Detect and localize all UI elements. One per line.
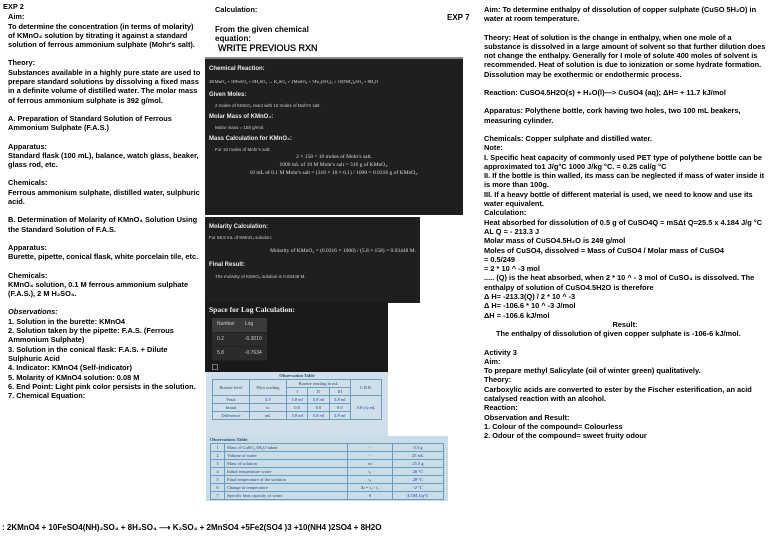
cell: 5.8 ml — [329, 412, 350, 420]
chemicals-2-heading: Chemicals: — [8, 270, 48, 280]
cell: 1 — [211, 444, 225, 452]
cell: Change in temperature — [224, 484, 347, 492]
cell: 26 °C — [392, 468, 443, 476]
theory-text: Theory: Heat of solution is the change in enthalpy, when one mole of a substance is dissolved in a large amount of solvent so that further dilution does not change the enthalpy. Generally for I mole of solute 400 moles of solvent is recommended. Heat of solution is due to ionization or some hydrate formation. Dissolution may be exothermic or endothermic process. — [484, 32, 766, 79]
molarity-panel — [205, 217, 420, 303]
note-item: I. Specific heat capacity of commonly used PET type of polythene bottle can be approximated to1 J/g°C 1000 J/kg °C. = 0.25 cal/g °C — [484, 152, 763, 171]
cell: t₁ — [348, 468, 393, 476]
activity-aim-text: To prepare methyl Salicylate (oil of winter green) qualitatively. — [484, 366, 701, 376]
log-title: Space for Log Calculation: — [209, 305, 295, 314]
activity-observation-heading: Observation and Result: — [484, 412, 570, 422]
calculation-heading: Calculation: — [484, 208, 527, 218]
table-header: III — [329, 388, 350, 396]
exp-2-heading: EXP 2 — [3, 2, 24, 11]
obs-table-title: Observation Table — [279, 373, 315, 378]
log-panel — [205, 302, 388, 372]
table-row — [211, 468, 444, 476]
chemicals-heading: Chemicals: — [8, 178, 48, 188]
chemicals-2-text: KMnO₄ solution, 0.1 M ferrous ammonium sulphate (F.A.S.), 2 M H₂SO₄. — [8, 279, 189, 299]
cell: S — [348, 492, 393, 500]
experiment-7-section — [484, 5, 766, 440]
calc-line: ..... (Q) is the heat absorbed, when 2 * 10 ^ - 3 mol of CuSO₄ is dissolved. The enthalpy of solution of CuSO4.5H2O is therefore — [484, 273, 755, 292]
table-row — [211, 484, 444, 492]
mass-equation-3: 10 mL of 0.1 M Mohr's salt = (316 × 10 × 0.1) / 1000 = 0.0316 g of KMnO₄. — [249, 170, 419, 177]
molarity-heading: Molarity Calculation: — [209, 224, 269, 230]
table-header: II — [308, 388, 329, 396]
cell: 5.8 ml — [286, 396, 307, 404]
apparatus-text: Apparatus: Polythene bottle, cork having two holes, two 100 mL beakers, measuring cylinder. — [484, 106, 741, 125]
moles-text: 2 moles of KMnO₄ react with 10 moles of Mohr's salt. — [215, 102, 321, 108]
observations-heading: Observations: — [8, 307, 58, 317]
table-header: I — [286, 388, 307, 396]
cell: 3 — [211, 460, 225, 468]
cell: Mass of solution — [224, 460, 347, 468]
activity-reaction-heading: Reaction: — [484, 403, 518, 413]
mass-calc-text: For 10 moles of Mohr's salt: — [215, 147, 271, 153]
table-row — [211, 460, 444, 468]
note-heading: Note: — [484, 143, 503, 153]
cell: Δt = t₂ - t₁ — [348, 484, 393, 492]
cell: 5 — [211, 476, 225, 484]
cell: 25 mL — [392, 452, 443, 460]
observation-item: 1. Solution in the burette: KMnO4 — [8, 316, 126, 326]
chemicals-text: Ferrous ammonium sulphate, distilled water, sulphuric acid. — [8, 187, 200, 207]
apparatus-heading: Apparatus: — [8, 141, 48, 151]
calc-line: ΔH = -106.6 kJ/mol — [484, 310, 550, 320]
activity-aim-heading: Aim: — [484, 356, 501, 366]
reaction-equation: 2KMnO₄ + 10FeSO₄ + 8H₂SO₄ → K₂SO₄ + 2MnSO₄ + 5Fe₂(SO₄)₃ + 10(NH₄)₂SO₄ + 8H₂O — [209, 79, 379, 85]
cell: Difference — [213, 412, 250, 420]
table-header: Burette level — [213, 380, 250, 396]
note-item: II. If the bottle is thin walled, its mass can be neglected if mass of water inside it is more than 100g. — [484, 171, 765, 190]
cell: 5.8 ml — [308, 412, 329, 420]
table-row — [211, 492, 444, 500]
calculation-panel — [205, 57, 463, 215]
cell: m — [348, 460, 393, 468]
observation-item: 4. Indicator: KMnO4 (Self-indicator) — [8, 363, 133, 373]
final-result-heading: Final Result: — [209, 262, 246, 269]
table-row — [211, 476, 444, 484]
final-result-text: The molarity of KMnO₄ solution is 0.03448 M. — [215, 273, 306, 279]
log-header: Number — [212, 318, 240, 332]
calc-line: Molar mass of CuSO4.5H₂O is 249 g/mol — [484, 236, 626, 246]
table-row — [212, 346, 267, 360]
cell: -2 °C — [392, 484, 443, 492]
cell: Mass of CuSO₄.5H₂O taken — [224, 444, 347, 452]
cell: 0.5 g — [392, 444, 443, 452]
cell: 4 — [211, 468, 225, 476]
observation-item: 6. End Point: Light pink color persists in the solution. — [8, 381, 196, 391]
log-cell: 0.2 — [212, 332, 240, 346]
from-equation-text: From the given chemical equation: — [215, 25, 309, 43]
cell: 28 °C — [392, 476, 443, 484]
calculation-heading: Calculation: — [215, 5, 258, 14]
result-text: The enthalpy of dissolution of given copper sulphate is -106-6 kJ/mol. — [496, 329, 741, 339]
note-item: III. If a heavy bottle of different material is used, we need to know and use its water equivalent. — [484, 189, 753, 209]
table-row — [213, 396, 382, 404]
obs-table-2-title: Observations Table: — [210, 437, 249, 442]
cbr-value: 5.8 (x) mL — [350, 396, 381, 420]
mass-equation-1: 2 × 158 = 10 moles of Mohr's salt. — [296, 154, 372, 161]
reaction-heading: Chemical Reaction: — [209, 66, 265, 72]
write-previous-rxn: WRITE PREVIOUS RXN — [218, 43, 318, 53]
cell: Final — [213, 396, 250, 404]
aim-text: Aim: To determine enthalpy of dissolution of copper sulphate (CuSO 5H₂O) in water at room temperature. — [484, 5, 757, 24]
cell: Specific heat capacity of water — [224, 492, 347, 500]
activity-3-heading: Activity 3 — [484, 347, 517, 357]
table-header: C.B.R. — [350, 380, 381, 396]
reaction-text: Reaction: CuSO4.5H2O(s) + H₂O(l)—> CuSO4 (aq); ΔH= + 11.7 kJ/mol — [484, 88, 726, 98]
cell: 2 — [211, 452, 225, 460]
experiment-2-section — [3, 2, 201, 400]
cell: 0.0 — [286, 404, 307, 412]
cell: 5.8 ml — [308, 396, 329, 404]
molarity-text: For 58.8 mL of KMnO₄ solution: — [209, 235, 272, 241]
cell: 4.184 J/g°C — [392, 492, 443, 500]
cell: 5.8 ml — [329, 396, 350, 404]
observations-table-2-photo — [206, 436, 448, 501]
calc-line: = 0.5/249 — [484, 254, 516, 264]
observation-item: 5. Molarity of KMnO4 solution: 0.08 M — [8, 372, 140, 382]
cell: mL — [249, 412, 286, 420]
table-header: Pilot reading — [249, 380, 286, 396]
moles-heading: Given Moles: — [209, 91, 247, 98]
cell: 6 — [211, 484, 225, 492]
calc-line: Δ H= -213.3(Q) / 2 * 10 ^ -3 — [484, 292, 576, 302]
cell: 5.5 — [249, 396, 286, 404]
activity-observation-item: 2. Odour of the compound= sweet fruity odour — [484, 431, 647, 441]
observations-list — [8, 317, 201, 401]
cell: Volume of water — [224, 452, 347, 460]
aim-heading: Aim: — [8, 12, 25, 22]
cell: - — [348, 444, 393, 452]
cell: 25.5 g — [392, 460, 443, 468]
apparatus-text: Standard flask (100 mL), balance, watch glass, beaker, glass rod, etc. — [8, 150, 199, 170]
calc-line: Moles of CuSO4, dissolved = Mass of CuSO4 / Molar mass of CuSO4 — [484, 245, 725, 255]
theory-text: Substances available in a highly pure state are used to prepare standard solutions by dissolving a fixed mass in a definite volume of distilled water. The molar mass of ferrous ammonium sulphate is 392 g/mol. — [8, 67, 201, 105]
activity-observation-item: 1. Colour of the compound= Colourless — [484, 421, 623, 431]
observation-item: 3. Solution in the conical flask: F.A.S. + Dilute Sulphuric Acid — [8, 344, 168, 363]
cell: - — [348, 452, 393, 460]
mass-equation-2: 1000 mL of 10 M Mohr's salt = 316 g of KMnO₄. — [279, 162, 389, 169]
part-b-heading: B. Determination of Molarity of KMnO₄ Solution Using the Standard Solution of F.A.S. — [8, 215, 198, 234]
cell: 5.8 ml — [286, 412, 307, 420]
cell: t₂ — [348, 476, 393, 484]
activity-theory-heading: Theory: — [484, 375, 512, 385]
observation-photos — [206, 372, 448, 501]
exp-7-heading: EXP 7 — [447, 13, 470, 22]
activity-theory-text: Carboxylic acids are converted to ester by the Fischer esterification, an acid catalysed reaction with an alcohol. — [484, 384, 752, 403]
result-heading: Result: — [612, 319, 638, 329]
cell: 0.0 — [329, 404, 350, 412]
aim-text: To determine the concentration (in terms of molarity) of KMnO₄ solution by titrating it against a standard solution of ferrous ammonium sulphate (Mohr's salt). — [8, 21, 195, 50]
calc-line: = 2 * 10 ^ -3 mol — [484, 264, 540, 274]
molarity-equation: Molarity of KMnO₄ = (0.0316 × 1000) / (5.8 × 158) = 0.03448 M. — [270, 248, 416, 255]
molar-mass-text: Molar mass = 158 g/mol. — [215, 125, 265, 131]
chemical-equation: : 2KMnO4 + 10FeSO4(NH)₂SO₄ + 8H₂SO₄ ⟶ K₂SO₄ + 2MnSO4 +5Fe2(SO4 )3 +10(NH4 )2SO4 + 8H2O — [2, 523, 382, 532]
cell: Initial temperature water — [224, 468, 347, 476]
cell: to — [249, 404, 286, 412]
enthalpy-table — [210, 443, 444, 500]
cell: 0.0 — [308, 404, 329, 412]
theory-heading: Theory: — [8, 58, 36, 68]
table-row — [212, 332, 267, 346]
observation-table-photo — [206, 372, 388, 436]
log-table — [212, 318, 267, 361]
molar-mass-heading: Molar Mass of KMnO₄: — [209, 113, 274, 120]
calc-line: Heat absorbed for dissolution of 0.5 g of CuSO4Q = mSΔt Q=25.5 x 4.184 J/g °C AL Q = - 213.3 J — [484, 217, 763, 236]
cell: Final temperature of the solution — [224, 476, 347, 484]
table-header: Burette reading in mL — [286, 380, 350, 388]
part-a-heading: A. Preparation of Standard Solution of Ferrous Ammonium Sulphate (F.A.S.) — [8, 113, 172, 133]
table-row — [211, 452, 444, 460]
chemicals-text: Chemicals: Copper sulphate and distilled water. — [484, 133, 652, 143]
apparatus-2-text: Burette, pipette, conical flask, white porcelain tile, etc. — [8, 252, 199, 262]
observation-item: 2. Solution taken by the pipette: F.A.S. (Ferrous Ammonium Sulphate) — [8, 326, 174, 345]
observation-item: 7. Chemical Equation: — [8, 391, 86, 401]
log-cell: -0.7634 — [240, 346, 267, 360]
table-row — [211, 444, 444, 452]
apparatus-2-heading: Apparatus: — [8, 242, 48, 252]
burette-table — [212, 379, 382, 420]
calc-line: Δ H= -106.6 * 10 ^ -3 J/mol — [484, 301, 576, 311]
copy-icon[interactable] — [212, 364, 218, 370]
log-header: Log — [240, 318, 267, 332]
log-cell: 5.8 — [212, 346, 240, 360]
mass-calc-heading: Mass Calculation for KMnO₄: — [209, 136, 292, 143]
cell: 7 — [211, 492, 225, 500]
cell: Initial — [213, 404, 250, 412]
log-cell: -0.3010 — [240, 332, 267, 346]
